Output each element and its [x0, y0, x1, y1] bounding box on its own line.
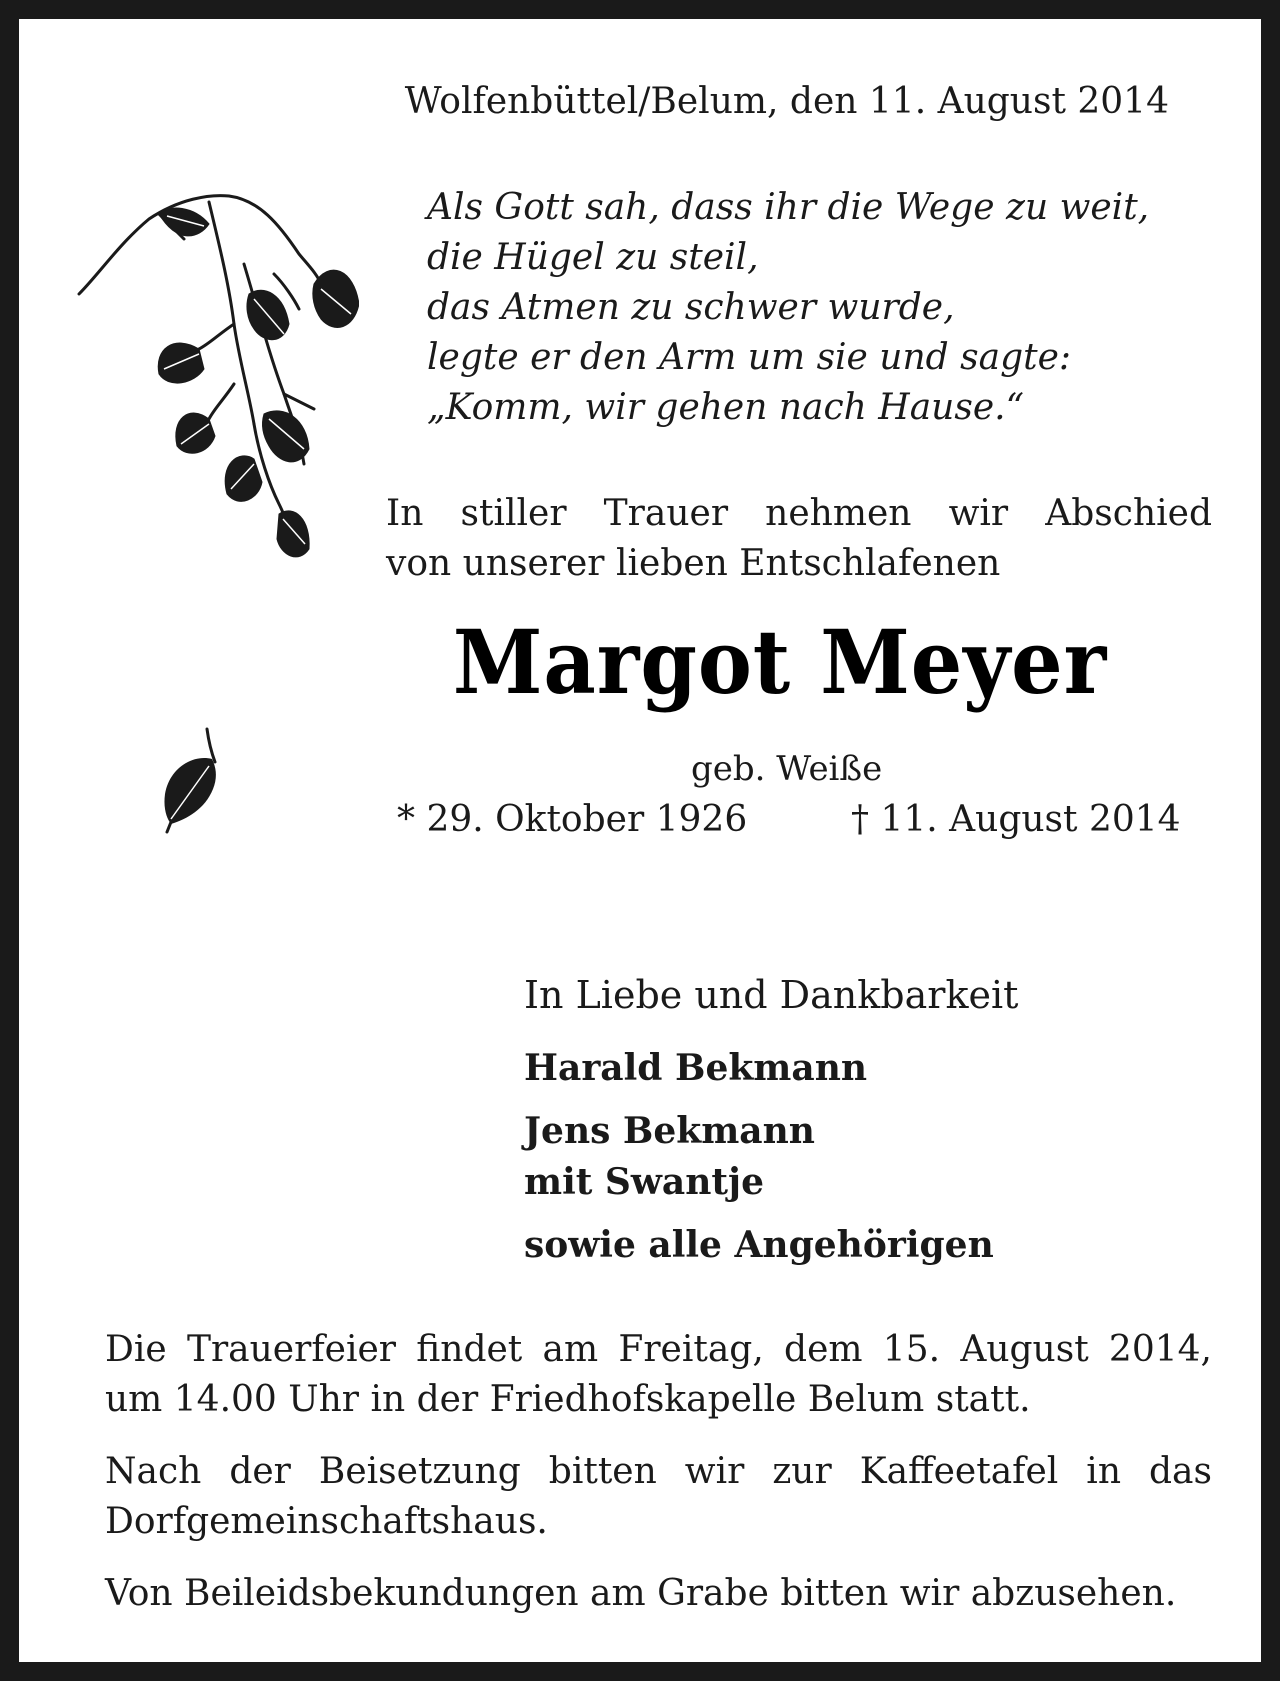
mourner-list — [524, 1043, 994, 1271]
poem — [427, 183, 1149, 433]
condolence-line: Von Beileidsbekundungen am Grabe bitten wir abzusehen. — [105, 1573, 1177, 1614]
poem-line: legte er den Arm um sie und sagte: — [427, 337, 1072, 378]
funeral-line: um 14.00 Uhr in der Friedhofskapelle Belum statt. — [105, 1379, 1031, 1420]
intro-line: In stiller Trauer nehmen wir Abschied — [386, 493, 1212, 534]
funeral-line: Die Trauerfeier findet am Freitag, dem 15. August 2014, — [105, 1329, 1212, 1370]
birch-branch-icon — [59, 184, 359, 624]
poem-line: die Hügel zu steil, — [427, 237, 759, 278]
death-date: † 11. August 2014 — [851, 799, 1181, 840]
thanks-line: In Liebe und Dankbarkeit — [524, 973, 1019, 1017]
birth-date: * 29. Oktober 1926 — [397, 799, 748, 840]
funeral-paragraph — [105, 1325, 1212, 1425]
poem-line: „Komm, wir gehen nach Hause.“ — [427, 387, 1024, 428]
coffee-line: Dorfgemeinschaftshaus. — [105, 1501, 548, 1542]
poem-line: das Atmen zu schwer wurde, — [427, 287, 955, 328]
deceased-name: Margot Meyer — [452, 610, 1108, 714]
poem-line: Als Gott sah, dass ihr die Wege zu weit, — [427, 187, 1150, 228]
coffee-paragraph — [105, 1447, 1212, 1547]
falling-leaf-icon — [157, 724, 227, 834]
mourner-name: sowie alle Angehörigen — [524, 1224, 994, 1266]
mourner-name: mit Swantje — [524, 1161, 764, 1203]
place-date: Wolfenbüttel/Belum, den 11. August 2014 — [404, 81, 1169, 122]
funeral-info — [105, 1325, 1212, 1641]
intro-text — [386, 489, 1212, 589]
birth-name: geb. Weiße — [691, 749, 883, 789]
condolence-paragraph — [105, 1569, 1212, 1619]
intro-line: von unserer lieben Entschlafenen — [386, 543, 1001, 584]
mourner-name: Harald Bekmann — [524, 1047, 868, 1089]
mourner-name: Jens Bekmann — [524, 1110, 815, 1152]
coffee-line: Nach der Beisetzung bitten wir zur Kaffeetafel in das — [105, 1451, 1212, 1492]
